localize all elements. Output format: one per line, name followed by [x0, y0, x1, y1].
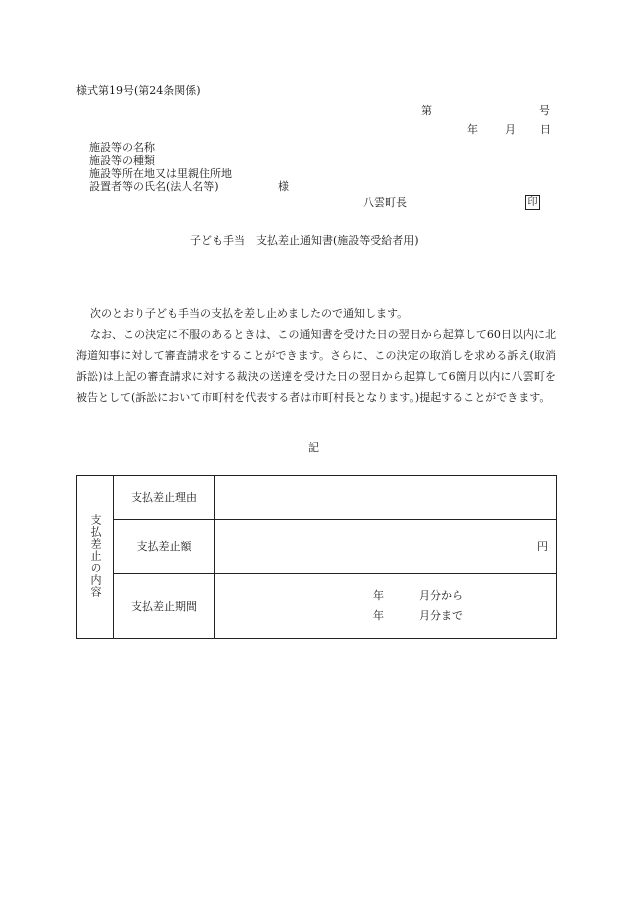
table-row-amount — [77, 520, 557, 574]
date-month: 月 — [505, 123, 516, 136]
period-from-year: 年 — [373, 589, 384, 602]
group-label: 支払差止の内容 — [89, 514, 102, 598]
form-number: 様式第19号(第24条関係) — [76, 84, 201, 97]
issuer-name: 八雲町長 — [363, 196, 407, 209]
doc-number-suffix: 号 — [539, 104, 550, 117]
period-to-year: 年 — [373, 609, 384, 622]
table-row-period — [77, 574, 557, 639]
reason-value — [215, 476, 557, 520]
date-day: 日 — [540, 123, 551, 136]
period-value-cell — [215, 574, 557, 639]
suspension-details-table — [76, 475, 557, 639]
period-label: 支払差止期間 — [114, 574, 215, 639]
reason-label: 支払差止理由 — [114, 476, 215, 520]
period-to — [373, 610, 463, 621]
group-label-cell — [77, 476, 114, 639]
facility-address-label: 施設等所在地又は里親住所地 — [89, 167, 232, 180]
facility-name-label: 施設等の名称 — [89, 141, 155, 154]
founder-name-label: 設置者等の氏名(法人名等) — [89, 180, 219, 193]
table-row-reason — [77, 476, 557, 520]
body-paragraph-2: なお、この決定に不服のあるときは、この通知書を受けた日の翌日から起算して60日以内に北海道知事に対して審査請求をすることができます。さらに、この決定の取消しを求める訴え(取消訴訟)は上記の審査請求に対する裁決の送達を受けた日の翌日から起算して6箇月以内に八雲町を被告として(訴訟において市町村を代表する者は市町村長となります。)提起することができます。 — [76, 328, 556, 404]
honorific: 様 — [278, 180, 289, 193]
ki-heading: 記 — [308, 441, 319, 454]
period-from — [373, 590, 463, 601]
document-title: 子ども手当 支払差止通知書(施設等受給者用) — [190, 234, 419, 247]
seal-icon: 印 — [525, 195, 540, 210]
seal-mark — [525, 195, 540, 210]
body-paragraph-1: 次のとおり子ども手当の支払を差し止めましたので通知します。 — [90, 307, 409, 320]
period-from-month: 月分から — [419, 589, 463, 602]
date-year: 年 — [467, 123, 478, 136]
period-to-month: 月分まで — [419, 609, 463, 622]
facility-type-label: 施設等の種類 — [89, 154, 155, 167]
amount-unit: 円 — [215, 520, 557, 574]
doc-number-prefix: 第 — [421, 104, 432, 117]
amount-label: 支払差止額 — [114, 520, 215, 574]
